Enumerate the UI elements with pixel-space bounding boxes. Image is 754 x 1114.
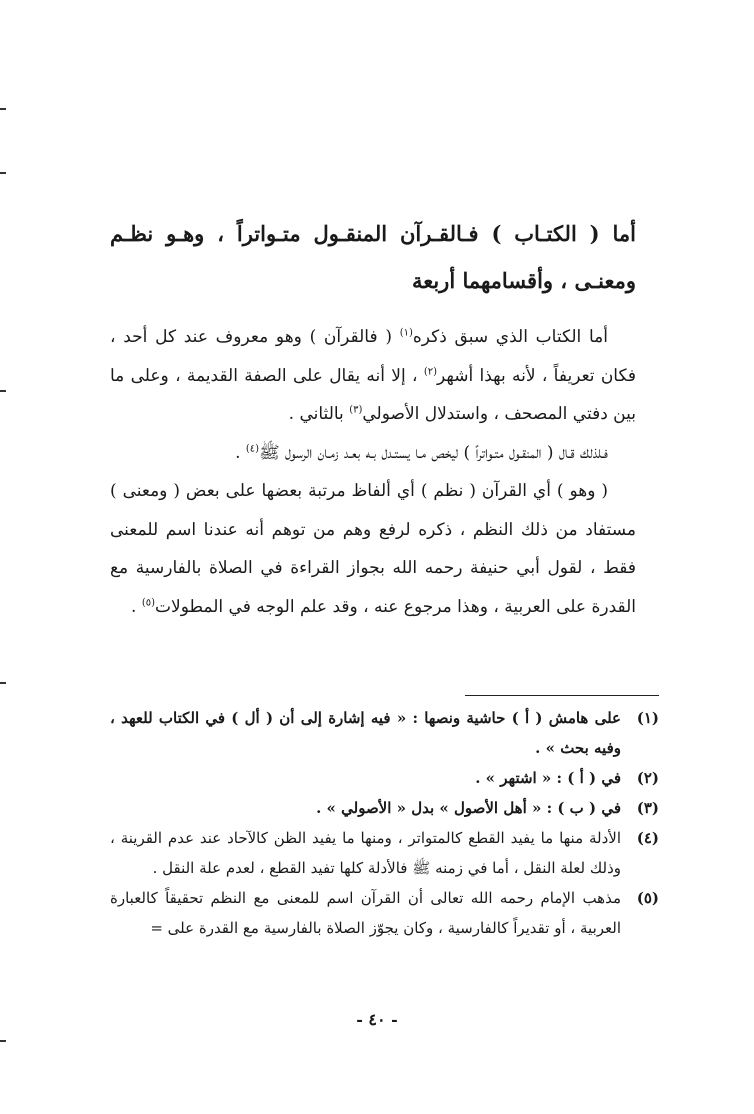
footnote-text: في ( أ ) : « اشتهر » .: [475, 769, 621, 787]
body-paragraph: [110, 434, 636, 473]
paragraph-text: .: [131, 596, 142, 617]
margin-mark: [0, 682, 6, 684]
footnote-number: (٤): [636, 829, 659, 847]
footnote-item: [110, 883, 659, 943]
footnote-reference[interactable]: (٣): [349, 404, 363, 416]
paragraph-text: فـلذلك قـال ( المنقـول متـواتراً ) ليخص مـا يستـدل بـه بعـد زمـان الرسول ﷺ: [259, 442, 608, 463]
body-paragraph: [110, 318, 636, 434]
body-paragraph: [110, 472, 636, 626]
paragraph-text: ( فالقرآن ) وهو معروف عند كل أحد ، فكان تعريفاً ، لأنه بهذا أشهر: [110, 327, 636, 386]
margin-mark: [0, 108, 6, 110]
footnote-item: [110, 823, 659, 883]
footnote-item: [110, 793, 659, 823]
footnote-text: الأدلة منها ما يفيد القطع كالمتواتر ، ومنها ما يفيد الظن كالآحاد عند عدم القرينة ، وذلك لعلة النقل ، أما في زمنه ﷺ فالأدلة كلها تفيد القطع ، لعدم علة النقل .: [110, 829, 621, 877]
footnote-text: على هامش ( أ ) حاشية ونصها : « فيه إشارة إلى أن ( أل ) في الكتاب للعهد ، وفيه بحث » .: [110, 709, 621, 757]
footnote-separator: [465, 695, 659, 696]
footnote-reference[interactable]: (٢): [423, 365, 437, 377]
footnote-reference[interactable]: (٤): [245, 442, 260, 454]
paragraph-text: أما الكتاب الذي سبق ذكره: [412, 327, 608, 347]
footnote-item: [110, 703, 659, 763]
paragraph-text: ، إلا أنه يقال على الصفة القديمة ، وعلى ما بين دفتي المصحف ، واستدلال الأصولي: [110, 365, 636, 424]
footnote-number: (٢): [636, 769, 659, 787]
paragraph-text: بالثاني .: [288, 404, 350, 424]
margin-mark: [0, 172, 6, 174]
footnote-number: (١): [636, 709, 659, 727]
footnote-item: [110, 763, 659, 793]
footnote-number: (٥): [636, 889, 659, 907]
footnote-number: (٣): [636, 799, 659, 817]
paragraph-text: .: [235, 442, 246, 463]
section-heading: أما ( الكتـاب ) فـالقـرآن المنقـول متـواتراً ، وهـو نظـم ومعنـى ، وأقسامهما أربعة: [110, 221, 636, 293]
footnotes: [110, 703, 659, 943]
margin-mark: [0, 390, 6, 392]
paragraph-text: ( وهو ) أي القرآن ( نظم ) أي ألفاظ مرتبة بعضها على بعض ( ومعنى ) مستفاد من ذلك النظم ، ذكره لرفع وهم من توهم أنه عندنا اسم للمعنى فقط ، لقول أبي حنيفة رحمه الله بجواز القراءة في الصلاة بالفارسية مع القدرة على العربية ، وهذا مرجوع عنه ، وقد علم الوجه في المطولات: [110, 481, 636, 617]
footnote-reference[interactable]: (١): [399, 327, 413, 339]
footnote-text: مذهب الإمام رحمه الله تعالى أن القرآن اسم للمعنى مع النظم تحقيقاً كالعبارة العربية ، أو تقديراً كالفارسية ، وكان يجوّز الصلاة بالفارسية مع القدرة على =: [110, 889, 621, 937]
margin-mark: [0, 1040, 6, 1042]
footnote-text: في ( ب ) : « أهل الأصول » بدل « الأصولي » .: [316, 799, 621, 817]
page-number: - ٤٠ -: [356, 1010, 398, 1029]
body-text: [110, 318, 636, 626]
footnote-reference[interactable]: (٥): [141, 596, 155, 608]
